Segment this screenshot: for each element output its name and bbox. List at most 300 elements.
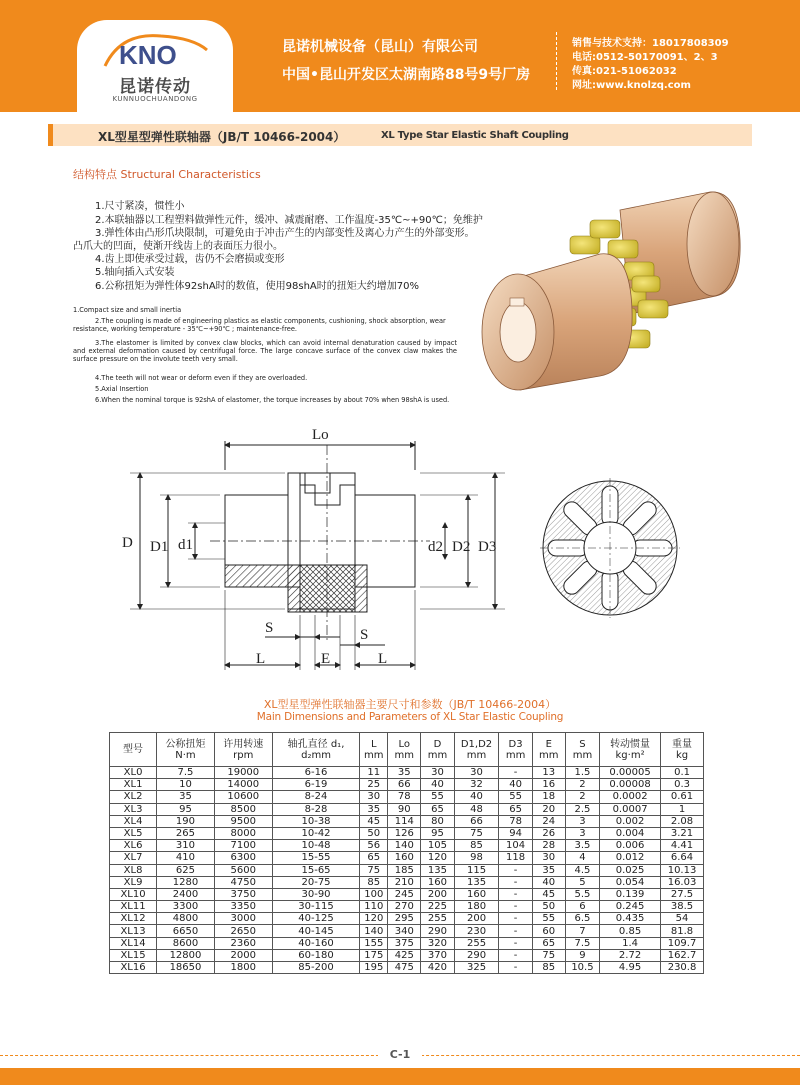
table-cell: 10-42 xyxy=(272,827,360,839)
table-cell: 4.95 xyxy=(600,962,661,974)
table-cell: 32 xyxy=(454,779,499,791)
table-row xyxy=(110,949,704,961)
table-cell: 160 xyxy=(388,852,421,864)
table-row xyxy=(110,864,704,876)
table-cell: XL8 xyxy=(110,864,157,876)
column-header xyxy=(214,733,272,767)
feature-en-5: 5.Axial Insertion xyxy=(95,385,149,393)
table-cell: 7100 xyxy=(214,840,272,852)
dim-D: D xyxy=(122,535,133,551)
table-cell: 30 xyxy=(421,767,454,779)
table-cell: 40 xyxy=(454,791,499,803)
table-cell: 13 xyxy=(532,767,565,779)
feature-cn-5: 5.轴向插入式安装 xyxy=(95,267,175,278)
table-row xyxy=(110,913,704,925)
table-cell: 9500 xyxy=(214,815,272,827)
table-cell: 0.3 xyxy=(661,779,704,791)
table-cell: 6.5 xyxy=(565,913,599,925)
table-cell: 104 xyxy=(499,840,532,852)
table-cell: 55 xyxy=(421,791,454,803)
table-cell: 0.85 xyxy=(600,925,661,937)
table-cell: - xyxy=(499,925,532,937)
column-header xyxy=(454,733,499,767)
table-cell: 30-90 xyxy=(272,888,360,900)
column-header xyxy=(661,733,704,767)
table-cell: 255 xyxy=(421,913,454,925)
table-row xyxy=(110,767,704,779)
table-cell: - xyxy=(499,937,532,949)
table-cell: 0.0002 xyxy=(600,791,661,803)
header-divider xyxy=(556,32,557,90)
table-cell: 8500 xyxy=(214,803,272,815)
table-cell: 175 xyxy=(360,949,388,961)
column-header-label: 转动惯量 xyxy=(610,738,651,750)
table-cell: 1800 xyxy=(214,962,272,974)
table-cell: 255 xyxy=(454,937,499,949)
table-cell: 45 xyxy=(360,815,388,827)
column-header xyxy=(499,733,532,767)
column-header-label: 重量 xyxy=(672,738,693,750)
table-cell: 18 xyxy=(532,791,565,803)
table-cell: 66 xyxy=(454,815,499,827)
column-header xyxy=(421,733,454,767)
table-row xyxy=(110,937,704,949)
table-cell: 14000 xyxy=(214,779,272,791)
table-cell: 78 xyxy=(499,815,532,827)
column-header xyxy=(600,733,661,767)
table-cell: 320 xyxy=(421,937,454,949)
contact-website: 网址:www.knolzq.com xyxy=(572,80,691,91)
table-cell: 6.64 xyxy=(661,852,704,864)
table-cell: XL3 xyxy=(110,803,157,815)
table-cell: 120 xyxy=(360,913,388,925)
table-row xyxy=(110,791,704,803)
table-cell: 95 xyxy=(157,803,215,815)
table-cell: XL7 xyxy=(110,852,157,864)
table-cell: 2.72 xyxy=(600,949,661,961)
table-cell: 195 xyxy=(360,962,388,974)
column-header xyxy=(532,733,565,767)
table-row xyxy=(110,840,704,852)
feature-cn-3b: 凸爪大的凹面，使渐开线齿上的表面压力很小。 xyxy=(73,241,283,252)
table-cell: 270 xyxy=(388,901,421,913)
table-cell: 78 xyxy=(388,791,421,803)
column-header-label: S xyxy=(579,738,586,750)
table-cell: 81.8 xyxy=(661,925,704,937)
column-header xyxy=(110,733,157,767)
table-cell: 245 xyxy=(388,888,421,900)
column-header-unit: kg·m² xyxy=(615,749,645,761)
table-cell: 4 xyxy=(565,852,599,864)
dim-Lo: Lo xyxy=(312,427,329,443)
feature-cn-4: 4.齿上即使承受过载，齿仍不会磨损或变形 xyxy=(95,254,285,265)
column-header-unit: kg xyxy=(675,749,689,761)
table-cell: 24 xyxy=(532,815,565,827)
table-cell: 20 xyxy=(532,803,565,815)
table-cell: 40-145 xyxy=(272,925,360,937)
column-header-label: D1,D2 xyxy=(460,738,493,750)
table-cell: 0.0007 xyxy=(600,803,661,815)
table-cell: 3300 xyxy=(157,901,215,913)
table-cell: 40 xyxy=(499,779,532,791)
table-cell: 40 xyxy=(532,876,565,888)
table-cell: 20-75 xyxy=(272,876,360,888)
table-cell: XL2 xyxy=(110,791,157,803)
table-cell: 2000 xyxy=(214,949,272,961)
table-cell: 35 xyxy=(157,791,215,803)
table-cell: 55 xyxy=(499,791,532,803)
table-cell: 85 xyxy=(532,962,565,974)
table-cell: 210 xyxy=(388,876,421,888)
column-header-label: 型号 xyxy=(123,744,144,755)
table-cell: 2 xyxy=(565,779,599,791)
spec-table-header xyxy=(110,733,704,767)
column-header-label: L xyxy=(371,738,377,750)
table-cell: 135 xyxy=(454,876,499,888)
table-cell: 3.21 xyxy=(661,827,704,839)
table-cell: 5 xyxy=(565,876,599,888)
table-cell: 7.5 xyxy=(157,767,215,779)
table-cell: 118 xyxy=(499,852,532,864)
column-header-label: E xyxy=(545,738,552,750)
table-cell: 295 xyxy=(388,913,421,925)
table-cell: 10600 xyxy=(214,791,272,803)
table-row xyxy=(110,876,704,888)
table-cell: 0.1 xyxy=(661,767,704,779)
table-cell: 85 xyxy=(360,876,388,888)
table-cell: 4750 xyxy=(214,876,272,888)
table-cell: XL11 xyxy=(110,901,157,913)
table-cell: 6650 xyxy=(157,925,215,937)
dim-D2: D2 xyxy=(452,539,471,555)
table-cell: 28 xyxy=(532,840,565,852)
table-cell: 16.03 xyxy=(661,876,704,888)
table-cell: 1.4 xyxy=(600,937,661,949)
table-cell: 140 xyxy=(388,840,421,852)
logo-mark-icon xyxy=(101,30,211,70)
column-header-label: D xyxy=(433,738,442,750)
table-row xyxy=(110,815,704,827)
table-cell: 5600 xyxy=(214,864,272,876)
column-header xyxy=(272,733,360,767)
table-cell: 115 xyxy=(454,864,499,876)
table-cell: 65 xyxy=(532,937,565,949)
dim-d1: d1 xyxy=(178,537,193,553)
table-cell: XL6 xyxy=(110,840,157,852)
table-cell: 0.006 xyxy=(600,840,661,852)
feature-cn-6: 6.公称扭矩为弹性体92shA时的数值，使用98shA时的扭矩大约增加70% xyxy=(95,281,419,292)
column-header-unit: mm xyxy=(572,749,593,761)
feature-cn-1: 1.尺寸紧凑，惯性小 xyxy=(95,201,185,212)
table-row xyxy=(110,803,704,815)
title-bar-accent xyxy=(48,124,53,146)
table-cell: 230 xyxy=(454,925,499,937)
table-cell: 185 xyxy=(388,864,421,876)
table-cell: 26 xyxy=(532,827,565,839)
table-cell: 95 xyxy=(421,827,454,839)
table-cell: 140 xyxy=(360,925,388,937)
spec-table xyxy=(109,732,704,974)
table-cell: 9 xyxy=(565,949,599,961)
table-cell: 126 xyxy=(388,827,421,839)
table-cell: XL13 xyxy=(110,925,157,937)
column-header-label: 公称扭矩 xyxy=(165,738,206,750)
table-cell: 48 xyxy=(454,803,499,815)
table-cell: 2 xyxy=(565,791,599,803)
table-cell: 325 xyxy=(454,962,499,974)
table-cell: 410 xyxy=(157,852,215,864)
column-header-unit: mm xyxy=(427,749,448,761)
table-cell: XL5 xyxy=(110,827,157,839)
feature-en-6: 6.When the nominal torque is 92shA of elastomer, the torque increases by about 70% when 98shA is used. xyxy=(95,396,450,404)
dim-D1: D1 xyxy=(150,539,169,555)
table-cell: 85 xyxy=(454,840,499,852)
feature-en-3: 3.The elastomer is limited by convex claw blocks, which can avoid internal denaturation caused by impact and external deformation caused by centrifugal force. The large concave surface of the convex claw makes the surface pressure on the involute teeth very small. xyxy=(73,339,457,364)
table-cell: 3750 xyxy=(214,888,272,900)
table-cell: 3 xyxy=(565,827,599,839)
table-cell: 425 xyxy=(388,949,421,961)
table-cell: 40-125 xyxy=(272,913,360,925)
table-cell: 370 xyxy=(421,949,454,961)
table-cell: XL4 xyxy=(110,815,157,827)
table-cell: 1280 xyxy=(157,876,215,888)
table-cell: 10.13 xyxy=(661,864,704,876)
table-cell: 65 xyxy=(360,852,388,864)
contact-fax: 传真:021-51062032 xyxy=(572,66,677,77)
table-row xyxy=(110,888,704,900)
table-cell: 2400 xyxy=(157,888,215,900)
table-cell: 290 xyxy=(421,925,454,937)
table-cell: 75 xyxy=(454,827,499,839)
table-cell: 16 xyxy=(532,779,565,791)
table-cell: 0.00005 xyxy=(600,767,661,779)
table-cell: XL9 xyxy=(110,876,157,888)
table-cell: - xyxy=(499,864,532,876)
column-header-unit: mm xyxy=(394,749,415,761)
table-cell: 310 xyxy=(157,840,215,852)
table-cell: 15-55 xyxy=(272,852,360,864)
table-row xyxy=(110,901,704,913)
table-cell: 75 xyxy=(532,949,565,961)
table-cell: 6-19 xyxy=(272,779,360,791)
table-cell: 109.7 xyxy=(661,937,704,949)
table-cell: 10-48 xyxy=(272,840,360,852)
table-cell: 30 xyxy=(532,852,565,864)
table-cell: 0.61 xyxy=(661,791,704,803)
table-cell: 160 xyxy=(421,876,454,888)
table-cell: 80 xyxy=(421,815,454,827)
table-cell: 66 xyxy=(388,779,421,791)
table-cell: XL15 xyxy=(110,949,157,961)
table-cell: - xyxy=(499,913,532,925)
table-cell: 110 xyxy=(360,901,388,913)
dim-S-right: S xyxy=(360,627,369,643)
table-cell: 8600 xyxy=(157,937,215,949)
table-cell: 0.435 xyxy=(600,913,661,925)
logo-english: KUNNUOCHUANDONG xyxy=(112,95,198,103)
table-cell: 35 xyxy=(532,864,565,876)
table-cell: 75 xyxy=(360,864,388,876)
table-cell: 100 xyxy=(360,888,388,900)
table-cell: 27.5 xyxy=(661,888,704,900)
table-cell: 65 xyxy=(499,803,532,815)
table-cell: 85-200 xyxy=(272,962,360,974)
table-cell: - xyxy=(499,876,532,888)
table-cell: 45 xyxy=(532,888,565,900)
column-header-unit: N·m xyxy=(175,749,196,761)
table-cell: 625 xyxy=(157,864,215,876)
table-cell: 6300 xyxy=(214,852,272,864)
table-cell: 18650 xyxy=(157,962,215,974)
table-cell: 94 xyxy=(499,827,532,839)
table-cell: 56 xyxy=(360,840,388,852)
table-cell: 11 xyxy=(360,767,388,779)
table-cell: 0.004 xyxy=(600,827,661,839)
logo xyxy=(77,20,233,112)
table-cell: XL14 xyxy=(110,937,157,949)
table-cell: 200 xyxy=(454,913,499,925)
table-cell: XL16 xyxy=(110,962,157,974)
table-cell: - xyxy=(499,962,532,974)
column-header-unit: rpm xyxy=(233,749,254,761)
table-cell: 10-38 xyxy=(272,815,360,827)
table-cell: XL0 xyxy=(110,767,157,779)
dim-d2: d2 xyxy=(428,539,443,555)
column-header-label: D3 xyxy=(508,738,523,750)
table-cell: 265 xyxy=(157,827,215,839)
table-cell: 0.139 xyxy=(600,888,661,900)
table-cell: 65 xyxy=(421,803,454,815)
table-cell: 290 xyxy=(454,949,499,961)
contact-phone: 电话:0512-50170091、2、3 xyxy=(572,52,718,63)
table-cell: 0.245 xyxy=(600,901,661,913)
table-row xyxy=(110,852,704,864)
table-cell: 4.5 xyxy=(565,864,599,876)
table-cell: 190 xyxy=(157,815,215,827)
table-cell: 120 xyxy=(421,852,454,864)
table-cell: 15-65 xyxy=(272,864,360,876)
table-cell: 98 xyxy=(454,852,499,864)
table-cell: 340 xyxy=(388,925,421,937)
column-header-unit: mm xyxy=(364,749,384,761)
table-cell: 55 xyxy=(532,913,565,925)
table-cell: 50 xyxy=(532,901,565,913)
table-row xyxy=(110,827,704,839)
footer-band xyxy=(0,1068,800,1085)
table-cell: 0.025 xyxy=(600,864,661,876)
table-cell: 375 xyxy=(388,937,421,949)
product-title-cn: XL型星型弹性联轴器（JB/T 10466-2004） xyxy=(98,130,346,144)
table-cell: 60 xyxy=(532,925,565,937)
column-header-unit: mm xyxy=(505,749,526,761)
table-cell: 475 xyxy=(388,962,421,974)
table-cell: 105 xyxy=(421,840,454,852)
table-cell: 8-24 xyxy=(272,791,360,803)
table-cell: 40 xyxy=(421,779,454,791)
table-cell: 3350 xyxy=(214,901,272,913)
dim-L-right: L xyxy=(378,651,388,667)
feature-cn-2: 2.本联轴器以工程塑料做弹性元件，缓冲、减震耐磨、工作温度-35℃~+90℃；免维护 xyxy=(95,215,483,226)
table-cell: 3000 xyxy=(214,913,272,925)
table-cell: 1 xyxy=(661,803,704,815)
table-title-en: Main Dimensions and Parameters of XL Star Elastic Coupling xyxy=(256,711,564,723)
table-cell: 230.8 xyxy=(661,962,704,974)
table-cell: XL1 xyxy=(110,779,157,791)
table-cell: 2.5 xyxy=(565,803,599,815)
table-cell: - xyxy=(499,888,532,900)
table-cell: 90 xyxy=(388,803,421,815)
dim-D3: D3 xyxy=(478,539,497,555)
table-cell: 35 xyxy=(388,767,421,779)
logo-text: KNO xyxy=(119,40,177,70)
table-cell: 60-180 xyxy=(272,949,360,961)
table-cell: 114 xyxy=(388,815,421,827)
table-cell: 30-115 xyxy=(272,901,360,913)
table-cell: 54 xyxy=(661,913,704,925)
company-address: 中国•昆山开发区太湖南路88号9号厂房 xyxy=(282,67,531,83)
feature-cn-3: 3.弹性体由凸形爪块限制，可避免由于冲击产生的内部变性及离心力产生的外部变形。 xyxy=(95,228,475,239)
feature-en-4: 4.The teeth will not wear or deform even if they are overloaded. xyxy=(95,374,308,382)
table-cell: 40-160 xyxy=(272,937,360,949)
table-cell: 4.41 xyxy=(661,840,704,852)
table-cell: 2360 xyxy=(214,937,272,949)
table-cell: 3 xyxy=(565,815,599,827)
column-header xyxy=(565,733,599,767)
table-cell: 30 xyxy=(360,791,388,803)
feature-en-1: 1.Compact size and small inertia xyxy=(73,306,182,314)
table-cell: 7.5 xyxy=(565,937,599,949)
table-cell: 7 xyxy=(565,925,599,937)
company-name: 昆诺机械设备（昆山）有限公司 xyxy=(282,39,478,55)
table-cell: 38.5 xyxy=(661,901,704,913)
table-cell: 420 xyxy=(421,962,454,974)
column-header xyxy=(157,733,215,767)
spec-table-body xyxy=(110,767,704,974)
column-header xyxy=(360,733,388,767)
table-cell: XL12 xyxy=(110,913,157,925)
column-header-unit: mm xyxy=(539,749,559,761)
table-row xyxy=(110,925,704,937)
table-cell: 1.5 xyxy=(565,767,599,779)
table-cell: 10 xyxy=(157,779,215,791)
contact-sales: 销售与技术支持：18017808309 xyxy=(572,38,729,49)
table-cell: 200 xyxy=(421,888,454,900)
table-cell: 6-16 xyxy=(272,767,360,779)
table-row xyxy=(110,962,704,974)
table-cell: 2650 xyxy=(214,925,272,937)
table-cell: 19000 xyxy=(214,767,272,779)
coupling-end-view xyxy=(540,478,680,618)
table-cell: 155 xyxy=(360,937,388,949)
table-cell: 50 xyxy=(360,827,388,839)
coupling-3d-illustration xyxy=(470,180,750,400)
dim-E: E xyxy=(321,651,331,667)
table-cell: - xyxy=(499,949,532,961)
table-cell: 4800 xyxy=(157,913,215,925)
column-header-label: 轴孔直径 d₁, xyxy=(287,738,345,750)
table-cell: 35 xyxy=(360,803,388,815)
table-cell: 180 xyxy=(454,901,499,913)
feature-en-2: 2.The coupling is made of engineering plastics as elastic components, cushioning, shock absorption, wear resistance, working temperature - 35℃~+90℃ ; maintenance-free. xyxy=(73,317,446,334)
table-cell: 162.7 xyxy=(661,949,704,961)
table-cell: 8-28 xyxy=(272,803,360,815)
table-cell: XL10 xyxy=(110,888,157,900)
section-title: 结构特点 Structural Characteristics xyxy=(73,168,261,181)
column-header-label: 许用转速 xyxy=(223,738,264,750)
table-cell: 0.002 xyxy=(600,815,661,827)
table-title-cn: XL型星型弹性联轴器主要尺寸和参数（JB/T 10466-2004） xyxy=(263,698,557,711)
table-cell: 25 xyxy=(360,779,388,791)
